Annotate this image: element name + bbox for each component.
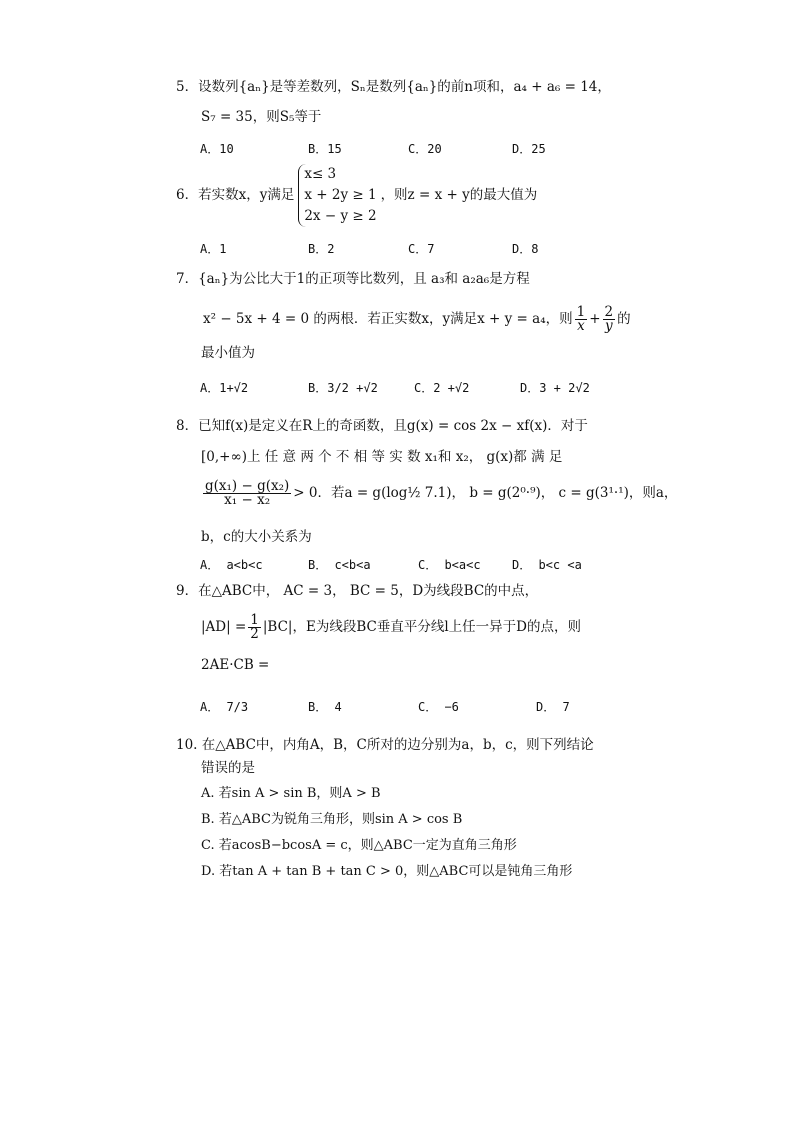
q9-option-b: B． 4: [308, 700, 342, 714]
q5-option-c: C．20: [408, 142, 442, 156]
q6-line: [176, 164, 616, 227]
q6-sys-2: x + 2y ≥ 1: [304, 187, 377, 203]
q10-option-b: B. 若△ABC为锐角三角形，则sin A > cos B: [201, 812, 463, 827]
q6-option-c: C．7: [408, 242, 435, 256]
q9-frac: $\frac{1}{2}$: [250, 612, 259, 642]
q9-line2: [201, 614, 581, 641]
q6-option-b: B．2: [308, 242, 335, 256]
q8-line4: b，c的大小关系为: [201, 529, 312, 545]
q10-options: [201, 781, 572, 885]
q6-suffix: ，则z = x + y的最大值为: [380, 187, 538, 203]
q6-option-d: D．8: [512, 242, 539, 256]
q8-line3: > 0．若a = g(log½ 7.1)， b = g(2⁰·⁹)， c = g(3¹·¹)，则a，: [293, 485, 678, 501]
q8-line2: [0,+∞)上 任 意 两 个 不 相 等 实 数 x₁和 x₂， g(x)都 满 足: [201, 449, 563, 465]
q7-option-b: B．3/2 +√2: [308, 381, 378, 395]
q5-option-b: B．15: [308, 142, 342, 156]
q9-line2a: |AD| =: [201, 619, 247, 635]
q6-system: [298, 164, 376, 227]
q10-option-c: C. 若acosB−bcosA = c，则△ABC一定为直角三角形: [201, 838, 517, 853]
q9-option-c: C． −6: [418, 700, 459, 714]
q7-option-a: A．1+√2: [200, 381, 249, 395]
q8-option-b: B． c<b<a: [308, 558, 371, 572]
q8-line1: 8．已知f(x)是定义在R上的奇函数，且g(x) = cos 2x − xf(x)．对于: [176, 418, 588, 434]
q10-line1: 10. 在△ABC中，内角A，B，C所对的边分别为a，b，c，则下列结论: [176, 737, 594, 753]
q7-line1: 7．{aₙ}为公比大于1的正项等比数列，且 a₃和 a₂a₆是方程: [176, 271, 530, 287]
q9-option-a: A． 7/3: [200, 700, 249, 714]
q7-option-d: D．3 + 2√2: [520, 381, 590, 395]
q8-option-c: C． b<a<c: [418, 558, 481, 572]
q6-prefix: 6．若实数x，y满足: [176, 187, 295, 203]
q7-line2b: 的: [617, 311, 631, 327]
q8-line3-wrap: [201, 480, 677, 507]
q7-frac1: $\frac{1}{x}$: [576, 304, 586, 334]
q8-option-d: D． b<c <a: [512, 558, 582, 572]
q9-line1: 9．在△ABC中， AC = 3， BC = 5，D为线段BC的中点，: [176, 583, 539, 599]
q9-option-d: D． 7: [536, 700, 570, 714]
q6-sys-3: 2x − y ≥ 2: [304, 208, 377, 224]
q10-option-d: D. 若tan A + tan B + tan C > 0，则△ABC可以是钝角三角形: [201, 864, 573, 879]
q5-line2: S₇ = 35，则S₅等于: [201, 109, 322, 125]
q7-option-c: C．2 +√2: [414, 381, 470, 395]
q8-option-a: A． a<b<c: [200, 558, 263, 572]
q5-option-d: D．25: [512, 142, 546, 156]
q10-line2: 错误的是: [201, 760, 255, 776]
q5-line1: 5．设数列{aₙ}是等差数列，Sₙ是数列{aₙ}的前n项和，a₄ + a₆ = 14，: [176, 79, 611, 95]
q9-line3: 2AE·CB =: [201, 657, 270, 673]
q7-line2a: x² − 5x + 4 = 0 的两根．若正实数x，y满足x + y = a₄，则: [203, 311, 573, 327]
q10-option-a: A. 若sin A > sin B，则A > B: [201, 786, 381, 801]
q7-frac2: $\frac{2}{y}$: [604, 304, 614, 334]
q5-option-a: A．10: [200, 142, 234, 156]
q6-option-a: A．1: [200, 242, 227, 256]
q7-line3: 最小值为: [201, 345, 255, 361]
q9-line2b: |BC|，E为线段BC垂直平分线l上任一异于D的点，则: [262, 619, 581, 635]
q6-sys-1: x≤ 3: [304, 166, 337, 182]
q7-line2: x² − 5x + 4 = 0 的两根．若正实数x，y满足x + y = a₄，则 $\frac{1}{x}$ + $\frac{2}{y}$ 的: [203, 304, 631, 334]
q8-frac: $\frac{\text{g(x₁) − g(x₂)}}{\text{x₁ − x₂}}$: [205, 478, 290, 508]
